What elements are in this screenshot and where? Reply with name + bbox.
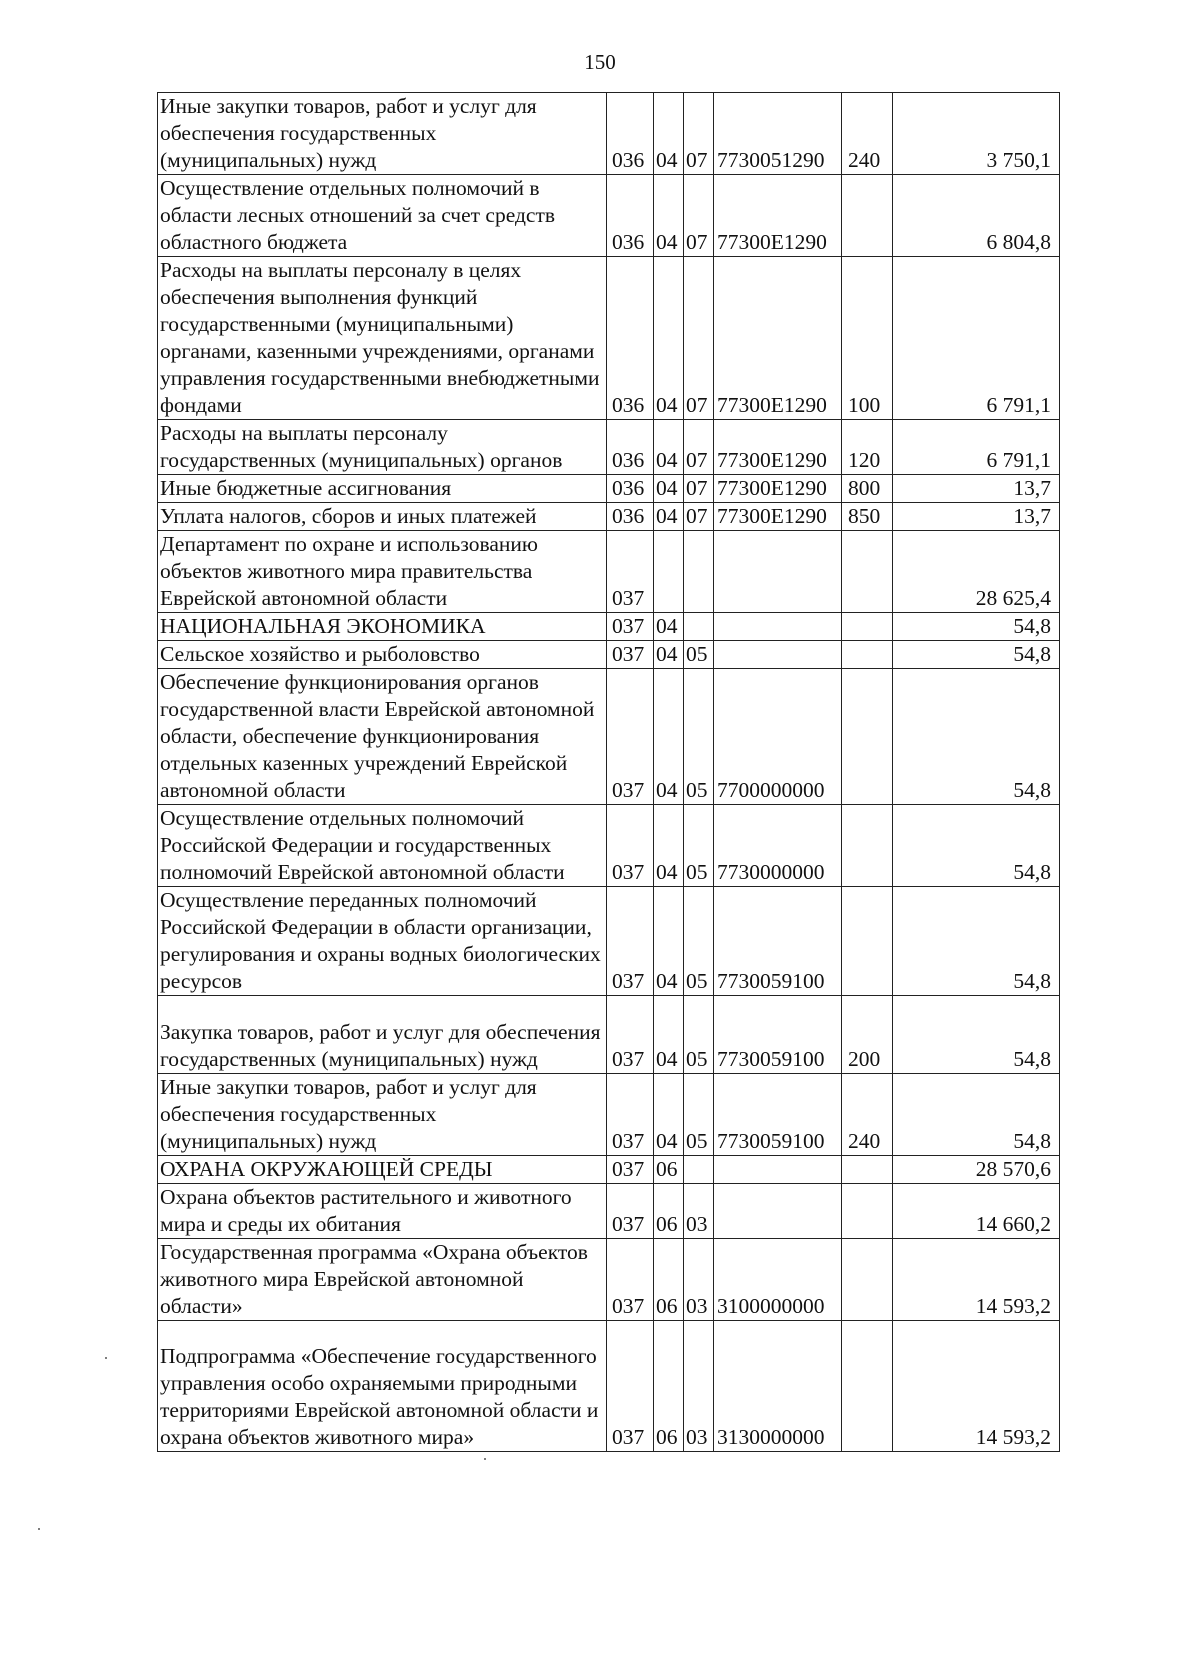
- row-section-cell: 04: [654, 613, 684, 641]
- table-row: [158, 669, 1060, 805]
- row-section-cell: 04: [654, 475, 684, 503]
- row-sum-cell: 14 593,2: [893, 1239, 1060, 1321]
- row-subsection-cell: 07: [684, 420, 714, 475]
- row-expense-type-cell: [842, 669, 893, 805]
- row-target-article-cell: [714, 1156, 842, 1184]
- row-sum-cell: 54,8: [893, 996, 1060, 1074]
- row-name-cell: Государственная программа «Охрана объектов животного мира Еврейской автономной области»: [158, 1239, 607, 1321]
- row-name-cell: Расходы на выплаты персоналу государственных (муниципальных) органов: [158, 420, 607, 475]
- row-name-cell: Уплата налогов, сборов и иных платежей: [158, 503, 607, 531]
- row-section-cell: 04: [654, 93, 684, 175]
- row-target-article-cell: 7730059100: [714, 887, 842, 996]
- row-name-cell: Расходы на выплаты персоналу в целях обеспечения выполнения функций государственными (муниципальными) органами, казенными учреждениями, органами управления государственными внебюджетными фондами: [158, 257, 607, 420]
- row-section-cell: 04: [654, 641, 684, 669]
- table-row: [158, 613, 1060, 641]
- table-row: [158, 887, 1060, 996]
- row-section-cell: 04: [654, 175, 684, 257]
- row-subsection-cell: 05: [684, 805, 714, 887]
- row-code-cell: 036: [607, 93, 654, 175]
- table-row: [158, 175, 1060, 257]
- row-subsection-cell: 07: [684, 175, 714, 257]
- row-code-cell: 037: [607, 1074, 654, 1156]
- row-expense-type-cell: 240: [842, 1074, 893, 1156]
- row-subsection-cell: [684, 613, 714, 641]
- row-section-cell: 06: [654, 1156, 684, 1184]
- row-target-article-cell: 77300E1290: [714, 475, 842, 503]
- table-row: [158, 475, 1060, 503]
- row-section-cell: 04: [654, 887, 684, 996]
- row-expense-type-cell: [842, 1239, 893, 1321]
- table-row: [158, 1321, 1060, 1452]
- row-subsection-cell: 05: [684, 641, 714, 669]
- row-target-article-cell: 3100000000: [714, 1239, 842, 1321]
- table-row: [158, 503, 1060, 531]
- row-sum-cell: 14 593,2: [893, 1321, 1060, 1452]
- budget-table: [157, 92, 1060, 1452]
- row-name-cell: Подпрограмма «Обеспечение государственного управления особо охраняемыми природными территориями Еврейской автономной области и охрана объектов животного мира»: [158, 1321, 607, 1452]
- row-expense-type-cell: 850: [842, 503, 893, 531]
- row-subsection-cell: 03: [684, 1184, 714, 1239]
- row-expense-type-cell: [842, 613, 893, 641]
- row-subsection-cell: 05: [684, 996, 714, 1074]
- row-target-article-cell: [714, 613, 842, 641]
- row-subsection-cell: 07: [684, 475, 714, 503]
- row-expense-type-cell: 200: [842, 996, 893, 1074]
- row-section-cell: 04: [654, 420, 684, 475]
- row-name-cell: Закупка товаров, работ и услуг для обеспечения государственных (муниципальных) нужд: [158, 996, 607, 1074]
- row-code-cell: 036: [607, 503, 654, 531]
- row-name-cell: Сельское хозяйство и рыболовство: [158, 641, 607, 669]
- row-expense-type-cell: [842, 531, 893, 613]
- row-subsection-cell: 03: [684, 1239, 714, 1321]
- row-code-cell: 037: [607, 1321, 654, 1452]
- row-expense-type-cell: 240: [842, 93, 893, 175]
- scan-speck: [105, 1357, 107, 1359]
- row-target-article-cell: [714, 531, 842, 613]
- row-target-article-cell: 3130000000: [714, 1321, 842, 1452]
- row-expense-type-cell: 800: [842, 475, 893, 503]
- row-code-cell: 037: [607, 996, 654, 1074]
- row-sum-cell: 28 570,6: [893, 1156, 1060, 1184]
- row-target-article-cell: 77300E1290: [714, 503, 842, 531]
- row-sum-cell: 54,8: [893, 1074, 1060, 1156]
- row-code-cell: 036: [607, 175, 654, 257]
- row-code-cell: 036: [607, 475, 654, 503]
- row-sum-cell: 6 804,8: [893, 175, 1060, 257]
- row-code-cell: 036: [607, 420, 654, 475]
- row-name-cell: Охрана объектов растительного и животного мира и среды их обитания: [158, 1184, 607, 1239]
- row-target-article-cell: 77300E1290: [714, 175, 842, 257]
- table-row: [158, 805, 1060, 887]
- row-expense-type-cell: [842, 1321, 893, 1452]
- row-section-cell: 04: [654, 257, 684, 420]
- row-target-article-cell: 7730051290: [714, 93, 842, 175]
- table-row: [158, 93, 1060, 175]
- row-code-cell: 036: [607, 257, 654, 420]
- row-sum-cell: 14 660,2: [893, 1184, 1060, 1239]
- table-row: [158, 420, 1060, 475]
- row-expense-type-cell: [842, 805, 893, 887]
- row-section-cell: 04: [654, 1074, 684, 1156]
- table-row: [158, 257, 1060, 420]
- row-name-cell: ОХРАНА ОКРУЖАЮЩЕЙ СРЕДЫ: [158, 1156, 607, 1184]
- row-name-cell: Осуществление переданных полномочий Российской Федерации в области организации, регулирования и охраны водных биологических ресурсов: [158, 887, 607, 996]
- row-expense-type-cell: [842, 887, 893, 996]
- row-code-cell: 037: [607, 531, 654, 613]
- row-subsection-cell: 07: [684, 257, 714, 420]
- row-expense-type-cell: [842, 1156, 893, 1184]
- table-row: [158, 1074, 1060, 1156]
- row-target-article-cell: 77300E1290: [714, 257, 842, 420]
- table-body: [158, 93, 1060, 1452]
- row-expense-type-cell: 100: [842, 257, 893, 420]
- row-name-cell: Осуществление отдельных полномочий Российской Федерации и государственных полномочий Еврейской автономной области: [158, 805, 607, 887]
- row-subsection-cell: 07: [684, 503, 714, 531]
- row-section-cell: 06: [654, 1321, 684, 1452]
- row-section-cell: [654, 531, 684, 613]
- row-code-cell: 037: [607, 1156, 654, 1184]
- table-row: [158, 996, 1060, 1074]
- row-target-article-cell: 77300E1290: [714, 420, 842, 475]
- row-code-cell: 037: [607, 1239, 654, 1321]
- row-sum-cell: 54,8: [893, 613, 1060, 641]
- row-expense-type-cell: [842, 641, 893, 669]
- row-subsection-cell: [684, 531, 714, 613]
- row-sum-cell: 54,8: [893, 887, 1060, 996]
- row-subsection-cell: 05: [684, 1074, 714, 1156]
- row-subsection-cell: 07: [684, 93, 714, 175]
- row-section-cell: 04: [654, 669, 684, 805]
- row-sum-cell: 6 791,1: [893, 420, 1060, 475]
- row-name-cell: Обеспечение функционирования органов государственной власти Еврейской автономной области, обеспечение функционирования отдельных казенных учреждений Еврейской автономной области: [158, 669, 607, 805]
- row-code-cell: 037: [607, 641, 654, 669]
- scan-speck: [484, 1458, 486, 1460]
- row-subsection-cell: 05: [684, 669, 714, 805]
- row-name-cell: НАЦИОНАЛЬНАЯ ЭКОНОМИКА: [158, 613, 607, 641]
- row-target-article-cell: 7730000000: [714, 805, 842, 887]
- row-code-cell: 037: [607, 1184, 654, 1239]
- row-sum-cell: 54,8: [893, 641, 1060, 669]
- row-sum-cell: 6 791,1: [893, 257, 1060, 420]
- row-sum-cell: 13,7: [893, 503, 1060, 531]
- row-subsection-cell: [684, 1156, 714, 1184]
- row-sum-cell: 13,7: [893, 475, 1060, 503]
- row-name-cell: Иные бюджетные ассигнования: [158, 475, 607, 503]
- table-row: [158, 1156, 1060, 1184]
- row-code-cell: 037: [607, 669, 654, 805]
- row-code-cell: 037: [607, 805, 654, 887]
- row-expense-type-cell: 120: [842, 420, 893, 475]
- row-name-cell: Иные закупки товаров, работ и услуг для обеспечения государственных (муниципальных) нужд: [158, 93, 607, 175]
- table-row: [158, 1239, 1060, 1321]
- row-name-cell: Осуществление отдельных полномочий в области лесных отношений за счет средств областного бюджета: [158, 175, 607, 257]
- row-section-cell: 04: [654, 805, 684, 887]
- row-target-article-cell: 7730059100: [714, 1074, 842, 1156]
- row-sum-cell: 54,8: [893, 805, 1060, 887]
- page-number: 150: [584, 50, 616, 74]
- table-row: [158, 1184, 1060, 1239]
- row-target-article-cell: [714, 641, 842, 669]
- table-row: [158, 641, 1060, 669]
- row-name-cell: Департамент по охране и использованию объектов животного мира правительства Еврейской автономной области: [158, 531, 607, 613]
- row-target-article-cell: 7700000000: [714, 669, 842, 805]
- row-section-cell: 06: [654, 1184, 684, 1239]
- row-section-cell: 04: [654, 996, 684, 1074]
- row-section-cell: 04: [654, 503, 684, 531]
- row-expense-type-cell: [842, 175, 893, 257]
- row-expense-type-cell: [842, 1184, 893, 1239]
- row-sum-cell: 54,8: [893, 669, 1060, 805]
- row-subsection-cell: 05: [684, 887, 714, 996]
- row-subsection-cell: 03: [684, 1321, 714, 1452]
- row-target-article-cell: 7730059100: [714, 996, 842, 1074]
- row-sum-cell: 3 750,1: [893, 93, 1060, 175]
- row-code-cell: 037: [607, 887, 654, 996]
- row-code-cell: 037: [607, 613, 654, 641]
- row-sum-cell: 28 625,4: [893, 531, 1060, 613]
- row-name-cell: Иные закупки товаров, работ и услуг для обеспечения государственных (муниципальных) нужд: [158, 1074, 607, 1156]
- scan-speck: [38, 1528, 40, 1530]
- row-target-article-cell: [714, 1184, 842, 1239]
- table-row: [158, 531, 1060, 613]
- row-section-cell: 06: [654, 1239, 684, 1321]
